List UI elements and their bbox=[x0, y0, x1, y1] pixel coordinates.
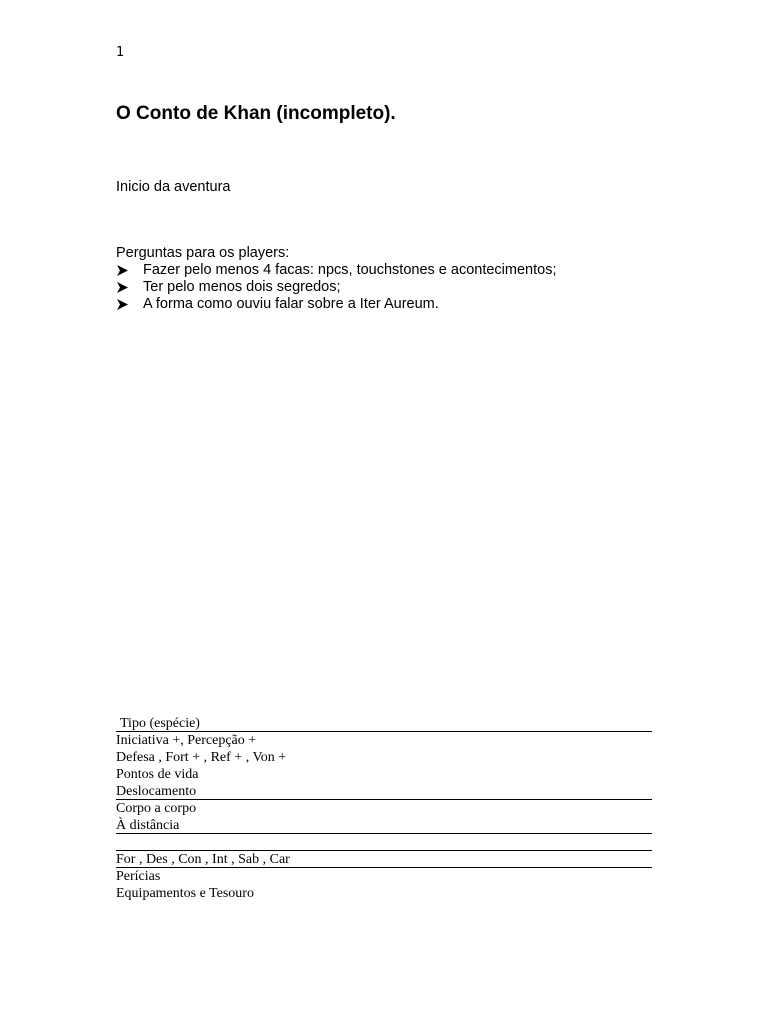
player-questions-heading: Perguntas para os players: bbox=[116, 245, 290, 261]
player-questions-list bbox=[116, 262, 556, 313]
list-item bbox=[116, 296, 556, 313]
statblock-blank-row bbox=[116, 834, 652, 851]
creature-statblock bbox=[116, 715, 652, 902]
statblock-defense: Defesa , Fort + , Ref + , Von + bbox=[116, 750, 287, 765]
statblock-equipment: Equipamentos e Tesouro bbox=[116, 886, 254, 901]
page-number: 1 bbox=[116, 45, 124, 60]
statblock-type: Tipo (espécie) bbox=[116, 715, 652, 732]
list-item-text: Fazer pelo menos 4 facas: npcs, touchstones e acontecimentos; bbox=[143, 262, 557, 278]
statblock-skills: Perícias bbox=[116, 869, 161, 884]
document-title: O Conto de Khan (incompleto). bbox=[116, 103, 396, 124]
statblock-initiative: Iniciativa +, Percepção + bbox=[116, 733, 257, 748]
arrowhead-bullet-icon bbox=[116, 262, 130, 279]
statblock-ranged: À distância bbox=[116, 817, 652, 834]
statblock-hit-points: Pontos de vida bbox=[116, 767, 199, 782]
arrowhead-bullet-icon bbox=[116, 279, 130, 296]
statblock-movement: Deslocamento bbox=[116, 783, 652, 800]
list-item-text: Ter pelo menos dois segredos; bbox=[143, 279, 341, 295]
arrowhead-bullet-icon bbox=[116, 296, 130, 313]
list-item bbox=[116, 279, 556, 296]
list-item bbox=[116, 262, 556, 279]
statblock-melee: Corpo a corpo bbox=[116, 801, 197, 816]
adventure-start-heading: Inicio da aventura bbox=[116, 179, 231, 195]
list-item-text: A forma como ouviu falar sobre a Iter Aureum. bbox=[143, 296, 439, 312]
statblock-abilities: For , Des , Con , Int , Sab , Car bbox=[116, 851, 652, 868]
